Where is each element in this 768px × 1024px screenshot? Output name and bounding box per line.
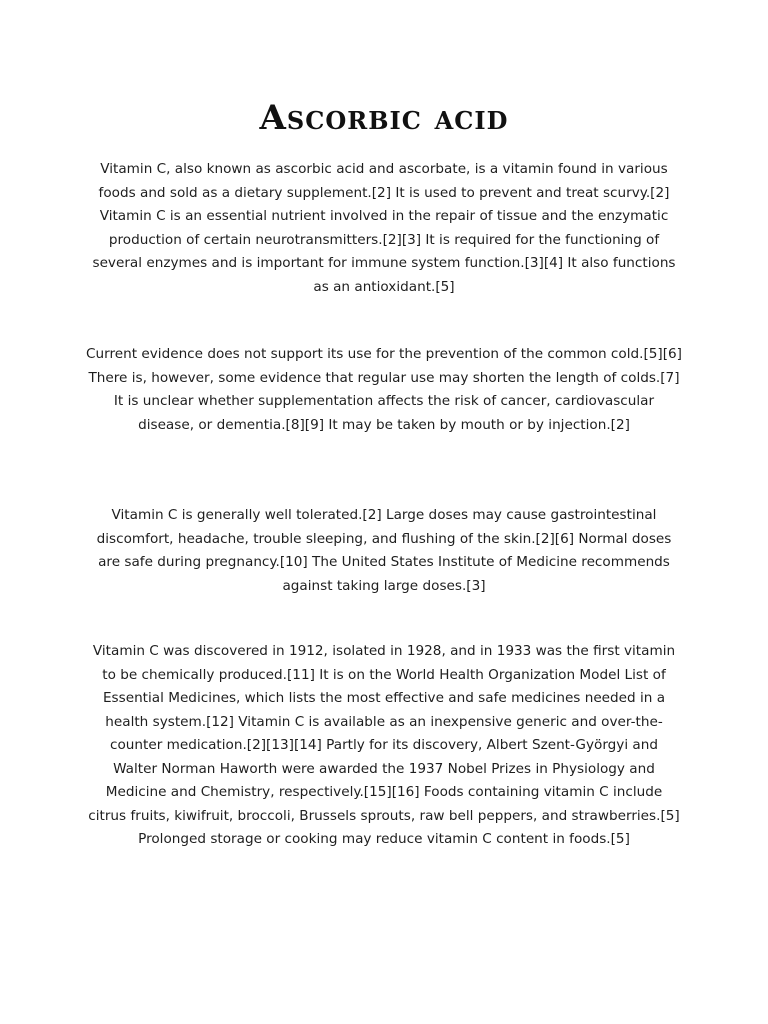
paragraph-overview: Vitamin C, also known as ascorbic acid and ascorbate, is a vitamin found in various foods and sold as a dietary supplement.[2] It is used to prevent and treat scurvy.[2] Vitamin C is an essential nutrient involved in the repair of tissue and the enzymatic production of certain neurotransmitters.[2][3] It is required for the functioning of several enzymes and is important for immune system function.[3][4] It also functions as an antioxidant.[5] — [92, 161, 676, 295]
paragraph-history: Vitamin C was discovered in 1912, isolated in 1928, and in 1933 was the first vitamin to be chemically produced.[11] It is on the World Health Organization Model List of Essential Medicines, which lists the most effective and safe medicines needed in a health system.[12] Vitamin C is available as an inexpensive generic and over-the-counter medication.[2][13][14] Partly for its discovery, Albert Szent-Györgyi and Walter Norman Haworth were awarded the 1937 Nobel Prizes in Physiology and Medicine and Chemistry, respectively.[15][16] Foods containing vitamin C include citrus fruits, kiwifruit, broccoli, Brussels sprouts, raw bell peppers, and strawberries.[5] Prolonged storage or cooking may reduce vitamin C content in foods.[5] — [88, 643, 680, 847]
document-title: Ascorbic acid — [259, 98, 509, 138]
paragraph-evidence: Current evidence does not support its use for the prevention of the common cold.[5][6] There is, however, some evidence that regular use may shorten the length of colds.[7] It is unclear whether supplementation affects the risk of cancer, cardiovascular disease, or dementia.[8][9] It may be taken by mouth or by injection.[2] — [86, 346, 682, 433]
paragraph-safety: Vitamin C is generally well tolerated.[2] Large doses may cause gastrointestinal discomfort, headache, trouble sleeping, and flushing of the skin.[2][6] Normal doses are safe during pregnancy.[10] The United States Institute of Medicine recommends against taking large doses.[3] — [96, 507, 672, 594]
